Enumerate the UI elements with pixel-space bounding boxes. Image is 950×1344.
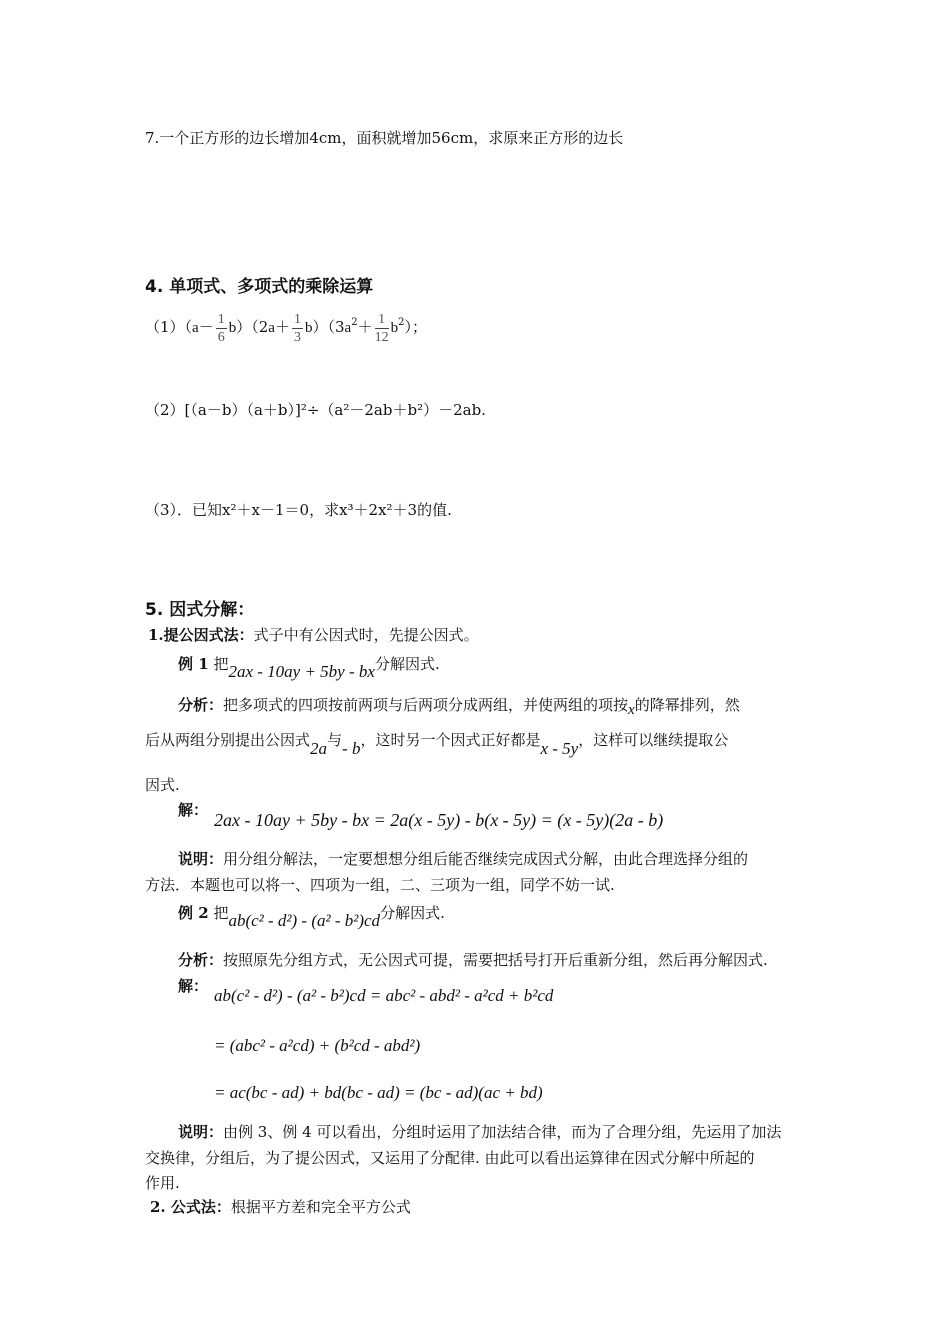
problem-4-3: （3）．已知x²＋x－1＝0，求x³＋2x²＋3的值.	[145, 501, 452, 519]
note-1-line-2: 方法．本题也可以将一、四项为一组，二、三项为一组，同学不妨一试.	[145, 876, 615, 894]
example-1: 例 1 把2ax - 10ay + 5by - bx分解因式.	[178, 655, 440, 681]
analysis-1-line-1: 分析：把多项式的四项按前两项与后两项分成两组，并使两组的项按x的降幂排列，然	[178, 696, 740, 718]
note-1-line-1: 说明：用分组分解法，一定要想想分组后能否继续完成因式分解，由此合理选择分组的	[178, 850, 749, 868]
section-5-title: 5. 因式分解：	[145, 600, 255, 620]
example-2: 例 2 把ab(c² - d²) - (a² - b²)cd分解因式.	[178, 904, 445, 930]
solution-2-label: 解：	[178, 977, 209, 995]
fraction-one-sixth: $\frac{1}{6}$	[217, 311, 225, 345]
problem-4-2: （2）[（a－b）（a＋b）]²÷（a²－2ab＋b²）－2ab.	[145, 401, 486, 419]
method-1: 1.提公因式法：式子中有公因式时，先提公因式。	[148, 626, 479, 644]
example-1-expression: 2ax - 10ay + 5by - bx	[228, 662, 375, 681]
note-2-line-3: 作用.	[145, 1174, 180, 1192]
problem-4-1: （1）（a－ $\frac{1}{6}$ b）（2a＋ $\frac{1}{3}$ $b)(3a^2+$ $\frac{1}{12}$ $b^2$）；	[145, 311, 427, 345]
example-2-expression: ab(c² - d²) - (a² - b²)cd	[228, 911, 381, 930]
solution-1: 2ax - 10ay + 5by - bx = 2a(x - 5y) - b(x - 5y) = (x - 5y)(2a - b)	[214, 810, 664, 830]
analysis-1-line-2: 后从两组分别提出公因式2a与- b，这时另一个因式正好都是x - 5y，这样可以继续提取公	[145, 731, 729, 758]
solution-2-line-1: ab(c² - d²) - (a² - b²)cd = abc² - abd² - a²cd + b²cd	[214, 986, 554, 1005]
note-2-line-2: 交换律，分组后，为了提公因式，又运用了分配律. 由此可以看出运算律在因式分解中所起的	[145, 1149, 755, 1167]
note-2-line-1: 说明：由例 3、例 4 可以看出，分组时运用了加法结合律，而为了合理分组，先运用了加法	[178, 1123, 782, 1141]
method-2: 2. 公式法：根据平方差和完全平方公式	[150, 1198, 411, 1216]
fraction-one-third: $\frac{1}{3}$	[293, 311, 301, 345]
question-7: 7.一个正方形的边长增加4cm，面积就增加56cm，求原来正方形的边长	[145, 129, 624, 147]
solution-2-line-2: = (abc² - a²cd) + (b²cd - abd²)	[214, 1036, 421, 1055]
analysis-2: 分析：按照原先分组方式，无公因式可提，需要把括号打开后重新分组，然后再分解因式.	[178, 951, 768, 969]
solution-1-label: 解：	[178, 801, 209, 819]
analysis-1-line-3: 因式.	[145, 776, 180, 794]
solution-2-line-3: = ac(bc - ad) + bd(bc - ad) = (bc - ad)(ac + bd)	[214, 1083, 543, 1102]
fraction-one-twelfth: $\frac{1}{12}$	[374, 311, 389, 345]
section-4-title: 4. 单项式、多项式的乘除运算	[145, 277, 374, 297]
